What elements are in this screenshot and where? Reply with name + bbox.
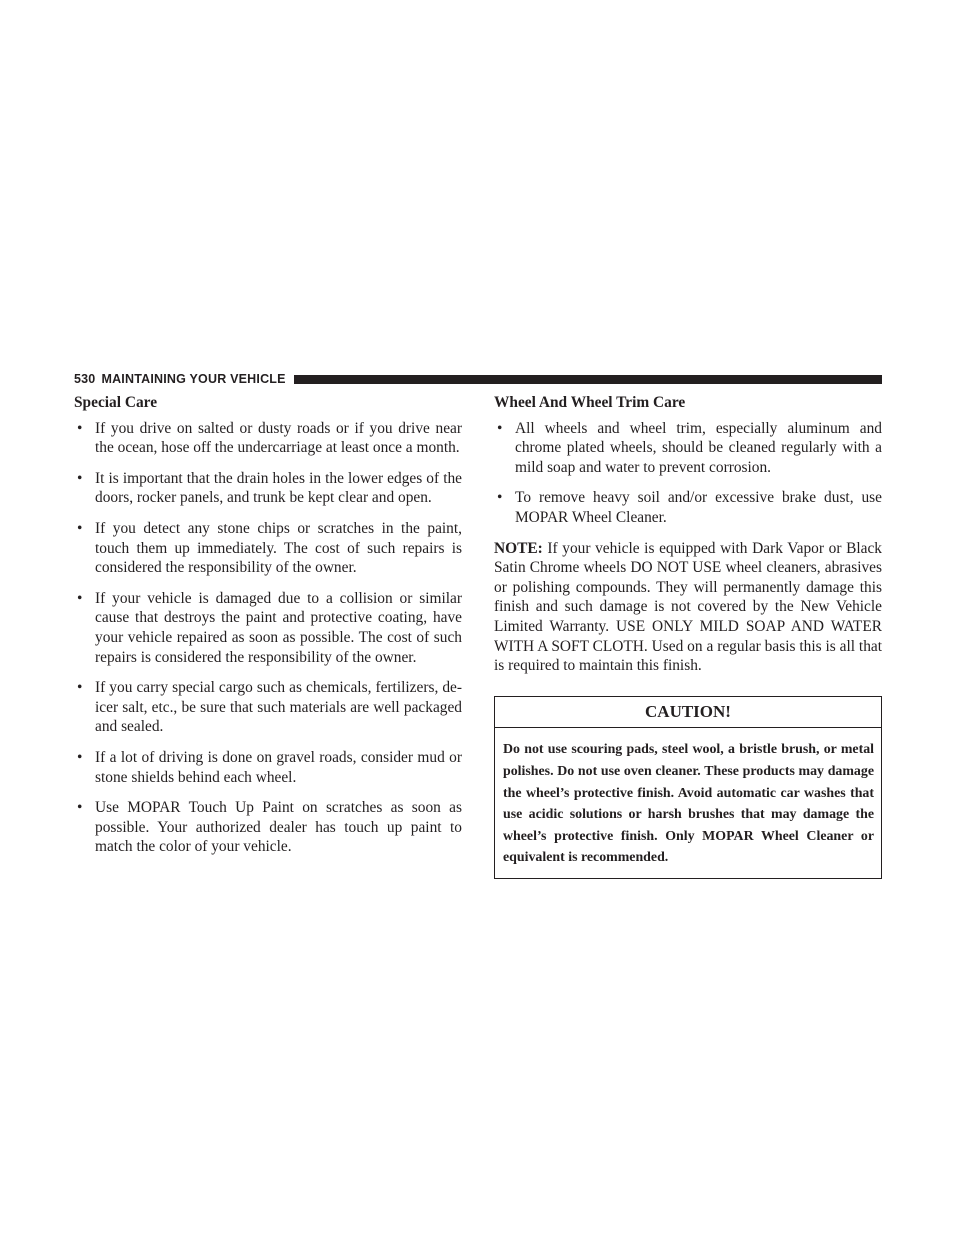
bullet-icon: •	[497, 489, 503, 507]
list-item-text: If you detect any stone chips or scratches in the paint, touch them up immediately. The cost of such repairs is considered the responsibility of the owner.	[95, 519, 462, 577]
list-item-text: If you carry special cargo such as chemicals, fertilizers, de-icer salt, etc., be sure that such materials are well packaged and sealed.	[95, 679, 462, 736]
list-item-text: Use MOPAR Touch Up Paint on scratches as soon as possible. Your authorized dealer has touch up paint to match the color of your vehicle.	[95, 799, 462, 856]
bullet-icon: •	[77, 419, 83, 437]
list-item-text: To remove heavy soil and/or excessive brake dust, use MOPAR Wheel Cleaner.	[515, 489, 882, 526]
header-rule	[294, 375, 882, 384]
wheel-care-heading: Wheel And Wheel Trim Care	[494, 394, 686, 411]
list-item	[74, 678, 462, 737]
bullet-icon: •	[77, 519, 83, 537]
list-item-text: All wheels and wheel trim, especially aluminum and chrome plated wheels, should be cleaned regularly with a mild soap and water to prevent corrosion.	[515, 419, 882, 476]
bullet-icon: •	[77, 589, 83, 607]
caution-title: CAUTION!	[495, 697, 881, 729]
list-item	[74, 798, 462, 857]
bullet-icon: •	[77, 679, 83, 697]
caution-box	[494, 696, 882, 879]
special-care-heading: Special Care	[74, 394, 158, 411]
list-item-text: If you drive on salted or dusty roads or if you drive near the ocean, hose off the undercarriage at least once a month.	[95, 419, 462, 457]
list-item	[494, 419, 882, 478]
note-text: If your vehicle is equipped with Dark Vapor or Black Satin Chrome wheels DO NOT USE wheel cleaners, abrasives or polishing compounds. They will permanently damage this finish and such damage is not covered by the New Vehicle Limited Warranty. USE ONLY MILD SOAP AND WATER WITH A SOFT CLOTH. Used on a regular basis this is all that is required to maintain this finish.	[494, 539, 882, 675]
list-item	[494, 488, 882, 527]
note-paragraph	[494, 539, 882, 676]
list-item	[74, 469, 462, 508]
section-title: MAINTAINING YOUR VEHICLE	[101, 372, 286, 386]
list-item-text: If a lot of driving is done on gravel roads, consider mud or stone shields behind each wheel.	[95, 748, 462, 786]
list-item	[74, 589, 462, 667]
right-column	[494, 393, 882, 879]
note-label: NOTE:	[494, 539, 543, 557]
page-number: 530	[74, 372, 96, 386]
bullet-icon: •	[77, 469, 83, 487]
bullet-icon: •	[77, 748, 83, 766]
list-item	[74, 519, 462, 578]
wheel-care-list	[494, 419, 882, 528]
bullet-icon: •	[497, 419, 503, 437]
caution-text: Do not use scouring pads, steel wool, a bristle brush, or metal polishes. Do not use oven cleaner. These products may damage the wheel’s protective finish. Avoid automatic car washes that use acidic solutions or harsh brushes that may damage the wheel’s protective finish. Only MOPAR Wheel Cleaner or equivalent is recommended.	[503, 742, 874, 866]
list-item-text: It is important that the drain holes in the lower edges of the doors, rocker panels, and trunk be kept clear and open.	[95, 469, 462, 507]
bullet-icon: •	[77, 799, 83, 817]
left-column	[74, 393, 462, 868]
special-care-list	[74, 419, 462, 857]
list-item	[74, 748, 462, 787]
page-header	[74, 370, 882, 388]
list-item	[74, 419, 462, 458]
list-item-text: If your vehicle is damaged due to a collision or similar cause that destroys the paint and protective coating, have your vehicle repaired as soon as possible. The cost of such repairs is considered the responsibility of the owner.	[95, 589, 462, 666]
